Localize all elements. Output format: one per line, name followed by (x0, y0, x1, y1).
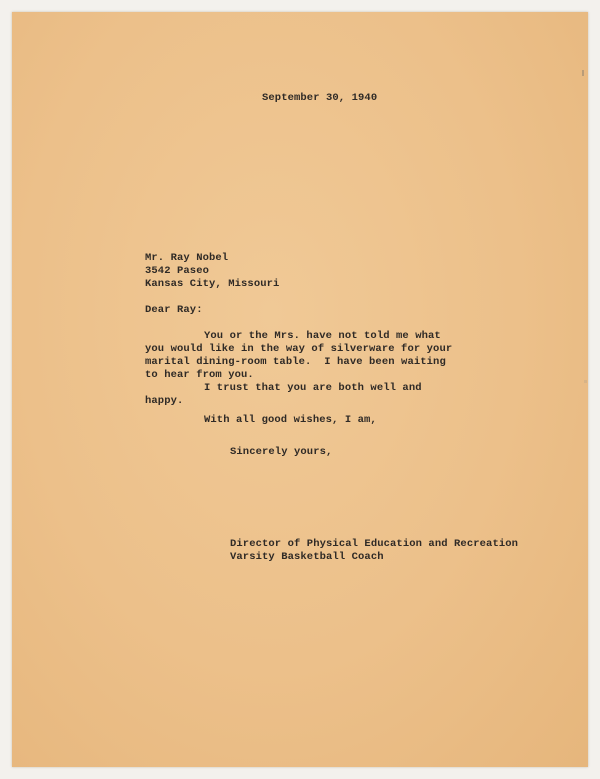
body-line: to hear from you. (145, 369, 254, 381)
letter-date: September 30, 1940 (262, 92, 378, 104)
body-line: I trust that you are both well and (204, 382, 422, 394)
recipient-street: 3542 Paseo (145, 265, 210, 277)
signature-title: Director of Physical Education and Recreation (230, 538, 519, 550)
signature-title: Varsity Basketball Coach (230, 551, 384, 563)
paper-tear-mark (582, 70, 584, 76)
body-line: You or the Mrs. have not told me what (204, 330, 441, 342)
body-line: happy. (145, 395, 184, 407)
recipient-city: Kansas City, Missouri (145, 278, 280, 290)
recipient-name: Mr. Ray Nobel (145, 252, 229, 264)
complimentary-close: Sincerely yours, (230, 446, 333, 458)
salutation: Dear Ray: (145, 304, 203, 316)
body-line: marital dining-room table. I have been waiting (145, 356, 446, 368)
body-line: you would like in the way of silverware for your (145, 343, 453, 355)
body-line: With all good wishes, I am, (204, 414, 377, 426)
paper-spot (584, 380, 587, 383)
